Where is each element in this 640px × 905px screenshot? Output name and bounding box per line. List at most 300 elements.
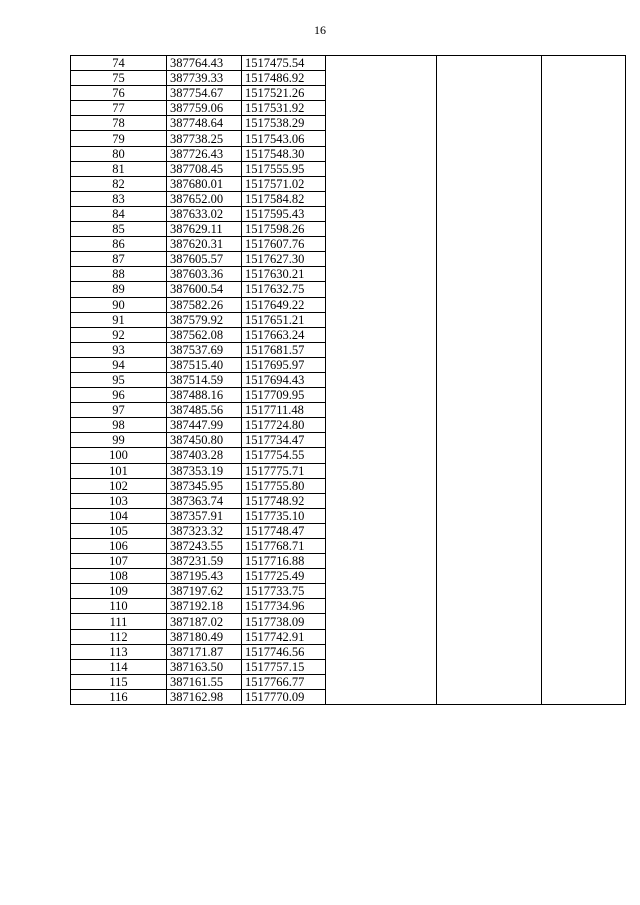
table-row — [71, 403, 626, 418]
table-row — [71, 56, 626, 71]
empty-cell — [437, 71, 542, 86]
x-coordinate-cell: 387726.43 — [167, 146, 242, 161]
empty-cell — [437, 252, 542, 267]
point-number-cell: 105 — [71, 523, 167, 538]
empty-cell — [437, 448, 542, 463]
table-row — [71, 327, 626, 342]
empty-cell — [437, 267, 542, 282]
point-number-cell: 108 — [71, 569, 167, 584]
empty-cell — [326, 478, 437, 493]
empty-cell — [542, 388, 626, 403]
y-coordinate-cell: 1517716.88 — [242, 554, 326, 569]
y-coordinate-cell: 1517742.91 — [242, 629, 326, 644]
empty-cell — [326, 584, 437, 599]
table-row — [71, 372, 626, 387]
y-coordinate-cell: 1517548.30 — [242, 146, 326, 161]
x-coordinate-cell: 387163.50 — [167, 659, 242, 674]
empty-cell — [437, 206, 542, 221]
point-number-cell: 115 — [71, 674, 167, 689]
point-number-cell: 82 — [71, 176, 167, 191]
empty-cell — [437, 539, 542, 554]
empty-cell — [326, 312, 437, 327]
x-coordinate-cell: 387403.28 — [167, 448, 242, 463]
coordinates-table-body — [71, 56, 626, 705]
empty-cell — [542, 327, 626, 342]
empty-cell — [542, 101, 626, 116]
x-coordinate-cell: 387353.19 — [167, 463, 242, 478]
table-row — [71, 584, 626, 599]
x-coordinate-cell: 387600.54 — [167, 282, 242, 297]
empty-cell — [437, 327, 542, 342]
x-coordinate-cell: 387633.02 — [167, 206, 242, 221]
y-coordinate-cell: 1517632.75 — [242, 282, 326, 297]
empty-cell — [542, 508, 626, 523]
point-number-cell: 113 — [71, 644, 167, 659]
empty-cell — [326, 508, 437, 523]
y-coordinate-cell: 1517746.56 — [242, 644, 326, 659]
x-coordinate-cell: 387620.31 — [167, 237, 242, 252]
page-number: 16 — [314, 23, 326, 37]
point-number-cell: 90 — [71, 297, 167, 312]
x-coordinate-cell: 387764.43 — [167, 56, 242, 71]
table-row — [71, 614, 626, 629]
table-row — [71, 508, 626, 523]
point-number-cell: 83 — [71, 191, 167, 206]
empty-cell — [326, 599, 437, 614]
point-number-cell: 106 — [71, 539, 167, 554]
point-number-cell: 107 — [71, 554, 167, 569]
empty-cell — [326, 71, 437, 86]
x-coordinate-cell: 387180.49 — [167, 629, 242, 644]
empty-cell — [326, 357, 437, 372]
empty-cell — [542, 674, 626, 689]
table-row — [71, 282, 626, 297]
point-number-cell: 80 — [71, 146, 167, 161]
empty-cell — [542, 569, 626, 584]
point-number-cell: 93 — [71, 342, 167, 357]
y-coordinate-cell: 1517531.92 — [242, 101, 326, 116]
y-coordinate-cell: 1517663.24 — [242, 327, 326, 342]
point-number-cell: 74 — [71, 56, 167, 71]
empty-cell — [326, 523, 437, 538]
table-row — [71, 599, 626, 614]
empty-cell — [437, 161, 542, 176]
x-coordinate-cell: 387485.56 — [167, 403, 242, 418]
table-row — [71, 237, 626, 252]
table-row — [71, 433, 626, 448]
empty-cell — [542, 614, 626, 629]
table-row — [71, 161, 626, 176]
y-coordinate-cell: 1517627.30 — [242, 252, 326, 267]
empty-cell — [542, 584, 626, 599]
x-coordinate-cell: 387231.59 — [167, 554, 242, 569]
empty-cell — [542, 237, 626, 252]
point-number-cell: 104 — [71, 508, 167, 523]
y-coordinate-cell: 1517538.29 — [242, 116, 326, 131]
point-number-cell: 112 — [71, 629, 167, 644]
point-number-cell: 99 — [71, 433, 167, 448]
empty-cell — [437, 388, 542, 403]
empty-cell — [437, 131, 542, 146]
empty-cell — [326, 206, 437, 221]
table-row — [71, 206, 626, 221]
y-coordinate-cell: 1517584.82 — [242, 191, 326, 206]
empty-cell — [542, 161, 626, 176]
empty-cell — [326, 614, 437, 629]
empty-cell — [437, 86, 542, 101]
table-row — [71, 523, 626, 538]
empty-cell — [437, 342, 542, 357]
y-coordinate-cell: 1517709.95 — [242, 388, 326, 403]
point-number-cell: 88 — [71, 267, 167, 282]
y-coordinate-cell: 1517595.43 — [242, 206, 326, 221]
empty-cell — [326, 388, 437, 403]
y-coordinate-cell: 1517695.97 — [242, 357, 326, 372]
table-row — [71, 86, 626, 101]
empty-cell — [542, 131, 626, 146]
empty-cell — [542, 297, 626, 312]
y-coordinate-cell: 1517770.09 — [242, 689, 326, 704]
empty-cell — [437, 478, 542, 493]
table-row — [71, 357, 626, 372]
table-row — [71, 267, 626, 282]
empty-cell — [437, 116, 542, 131]
empty-cell — [542, 448, 626, 463]
empty-cell — [542, 357, 626, 372]
empty-cell — [326, 146, 437, 161]
table-row — [71, 448, 626, 463]
empty-cell — [542, 463, 626, 478]
x-coordinate-cell: 387739.33 — [167, 71, 242, 86]
y-coordinate-cell: 1517711.48 — [242, 403, 326, 418]
empty-cell — [437, 463, 542, 478]
point-number-cell: 95 — [71, 372, 167, 387]
y-coordinate-cell: 1517694.43 — [242, 372, 326, 387]
y-coordinate-cell: 1517733.75 — [242, 584, 326, 599]
x-coordinate-cell: 387754.67 — [167, 86, 242, 101]
empty-cell — [437, 584, 542, 599]
empty-cell — [326, 131, 437, 146]
point-number-cell: 111 — [71, 614, 167, 629]
table-row — [71, 312, 626, 327]
empty-cell — [542, 176, 626, 191]
table-row — [71, 463, 626, 478]
y-coordinate-cell: 1517571.02 — [242, 176, 326, 191]
point-number-cell: 81 — [71, 161, 167, 176]
y-coordinate-cell: 1517748.92 — [242, 493, 326, 508]
table-row — [71, 146, 626, 161]
x-coordinate-cell: 387680.01 — [167, 176, 242, 191]
empty-cell — [326, 327, 437, 342]
empty-cell — [542, 629, 626, 644]
table-row — [71, 101, 626, 116]
y-coordinate-cell: 1517543.06 — [242, 131, 326, 146]
point-number-cell: 100 — [71, 448, 167, 463]
point-number-cell: 91 — [71, 312, 167, 327]
empty-cell — [542, 146, 626, 161]
empty-cell — [542, 191, 626, 206]
empty-cell — [542, 206, 626, 221]
table-row — [71, 116, 626, 131]
y-coordinate-cell: 1517651.21 — [242, 312, 326, 327]
empty-cell — [437, 523, 542, 538]
empty-cell — [542, 644, 626, 659]
table-row — [71, 388, 626, 403]
table-row — [71, 342, 626, 357]
empty-cell — [437, 674, 542, 689]
table-row — [71, 629, 626, 644]
empty-cell — [326, 282, 437, 297]
empty-cell — [542, 116, 626, 131]
point-number-cell: 79 — [71, 131, 167, 146]
table-row — [71, 674, 626, 689]
point-number-cell: 76 — [71, 86, 167, 101]
empty-cell — [326, 161, 437, 176]
x-coordinate-cell: 387652.00 — [167, 191, 242, 206]
point-number-cell: 116 — [71, 689, 167, 704]
point-number-cell: 114 — [71, 659, 167, 674]
x-coordinate-cell: 387450.80 — [167, 433, 242, 448]
x-coordinate-cell: 387357.91 — [167, 508, 242, 523]
empty-cell — [326, 659, 437, 674]
y-coordinate-cell: 1517607.76 — [242, 237, 326, 252]
point-number-cell: 103 — [71, 493, 167, 508]
empty-cell — [542, 493, 626, 508]
point-number-cell: 78 — [71, 116, 167, 131]
point-number-cell: 98 — [71, 418, 167, 433]
point-number-cell: 75 — [71, 71, 167, 86]
x-coordinate-cell: 387323.32 — [167, 523, 242, 538]
table-row — [71, 191, 626, 206]
y-coordinate-cell: 1517649.22 — [242, 297, 326, 312]
empty-cell — [437, 599, 542, 614]
y-coordinate-cell: 1517775.71 — [242, 463, 326, 478]
empty-cell — [326, 101, 437, 116]
empty-cell — [326, 267, 437, 282]
empty-cell — [326, 237, 437, 252]
x-coordinate-cell: 387759.06 — [167, 101, 242, 116]
point-number-cell: 87 — [71, 252, 167, 267]
y-coordinate-cell: 1517748.47 — [242, 523, 326, 538]
table-row — [71, 493, 626, 508]
empty-cell — [542, 689, 626, 704]
empty-cell — [542, 539, 626, 554]
empty-cell — [437, 644, 542, 659]
empty-cell — [437, 418, 542, 433]
y-coordinate-cell: 1517738.09 — [242, 614, 326, 629]
empty-cell — [326, 554, 437, 569]
y-coordinate-cell: 1517555.95 — [242, 161, 326, 176]
table-row — [71, 478, 626, 493]
empty-cell — [542, 478, 626, 493]
point-number-cell: 110 — [71, 599, 167, 614]
empty-cell — [326, 433, 437, 448]
empty-cell — [542, 71, 626, 86]
empty-cell — [437, 569, 542, 584]
table-row — [71, 539, 626, 554]
y-coordinate-cell: 1517475.54 — [242, 56, 326, 71]
point-number-cell: 85 — [71, 222, 167, 237]
empty-cell — [542, 282, 626, 297]
empty-cell — [326, 629, 437, 644]
table-row — [71, 418, 626, 433]
empty-cell — [437, 101, 542, 116]
empty-cell — [437, 237, 542, 252]
empty-cell — [542, 554, 626, 569]
empty-cell — [437, 146, 542, 161]
x-coordinate-cell: 387603.36 — [167, 267, 242, 282]
point-number-cell: 89 — [71, 282, 167, 297]
table-row — [71, 71, 626, 86]
x-coordinate-cell: 387171.87 — [167, 644, 242, 659]
empty-cell — [326, 689, 437, 704]
empty-cell — [542, 267, 626, 282]
empty-cell — [326, 86, 437, 101]
y-coordinate-cell: 1517598.26 — [242, 222, 326, 237]
point-number-cell: 86 — [71, 237, 167, 252]
empty-cell — [326, 493, 437, 508]
point-number-cell: 84 — [71, 206, 167, 221]
x-coordinate-cell: 387738.25 — [167, 131, 242, 146]
empty-cell — [437, 282, 542, 297]
y-coordinate-cell: 1517734.47 — [242, 433, 326, 448]
x-coordinate-cell: 387161.55 — [167, 674, 242, 689]
y-coordinate-cell: 1517724.80 — [242, 418, 326, 433]
table-row — [71, 176, 626, 191]
y-coordinate-cell: 1517755.80 — [242, 478, 326, 493]
x-coordinate-cell: 387514.59 — [167, 372, 242, 387]
empty-cell — [437, 56, 542, 71]
x-coordinate-cell: 387605.57 — [167, 252, 242, 267]
empty-cell — [437, 297, 542, 312]
empty-cell — [542, 433, 626, 448]
empty-cell — [542, 222, 626, 237]
empty-cell — [542, 86, 626, 101]
empty-cell — [542, 312, 626, 327]
y-coordinate-cell: 1517757.15 — [242, 659, 326, 674]
point-number-cell: 97 — [71, 403, 167, 418]
empty-cell — [326, 448, 437, 463]
empty-cell — [437, 508, 542, 523]
point-number-cell: 77 — [71, 101, 167, 116]
empty-cell — [437, 614, 542, 629]
empty-cell — [326, 569, 437, 584]
empty-cell — [437, 433, 542, 448]
empty-cell — [542, 659, 626, 674]
x-coordinate-cell: 387162.98 — [167, 689, 242, 704]
y-coordinate-cell: 1517681.57 — [242, 342, 326, 357]
y-coordinate-cell: 1517735.10 — [242, 508, 326, 523]
y-coordinate-cell: 1517768.71 — [242, 539, 326, 554]
empty-cell — [437, 689, 542, 704]
table-row — [71, 222, 626, 237]
empty-cell — [326, 403, 437, 418]
empty-cell — [542, 342, 626, 357]
empty-cell — [437, 312, 542, 327]
x-coordinate-cell: 387537.69 — [167, 342, 242, 357]
empty-cell — [542, 599, 626, 614]
empty-cell — [437, 403, 542, 418]
empty-cell — [437, 191, 542, 206]
empty-cell — [326, 56, 437, 71]
table-row — [71, 689, 626, 704]
empty-cell — [326, 222, 437, 237]
empty-cell — [326, 418, 437, 433]
x-coordinate-cell: 387488.16 — [167, 388, 242, 403]
x-coordinate-cell: 387363.74 — [167, 493, 242, 508]
table-row — [71, 252, 626, 267]
empty-cell — [437, 357, 542, 372]
table-row — [71, 297, 626, 312]
point-number-cell: 96 — [71, 388, 167, 403]
x-coordinate-cell: 387748.64 — [167, 116, 242, 131]
x-coordinate-cell: 387345.95 — [167, 478, 242, 493]
y-coordinate-cell: 1517521.26 — [242, 86, 326, 101]
empty-cell — [326, 252, 437, 267]
empty-cell — [326, 176, 437, 191]
point-number-cell: 101 — [71, 463, 167, 478]
x-coordinate-cell: 387582.26 — [167, 297, 242, 312]
x-coordinate-cell: 387579.92 — [167, 312, 242, 327]
x-coordinate-cell: 387195.43 — [167, 569, 242, 584]
x-coordinate-cell: 387447.99 — [167, 418, 242, 433]
x-coordinate-cell: 387192.18 — [167, 599, 242, 614]
empty-cell — [326, 372, 437, 387]
y-coordinate-cell: 1517766.77 — [242, 674, 326, 689]
x-coordinate-cell: 387243.55 — [167, 539, 242, 554]
x-coordinate-cell: 387197.62 — [167, 584, 242, 599]
empty-cell — [542, 372, 626, 387]
empty-cell — [542, 56, 626, 71]
empty-cell — [542, 403, 626, 418]
table-row — [71, 644, 626, 659]
empty-cell — [437, 629, 542, 644]
empty-cell — [326, 297, 437, 312]
y-coordinate-cell: 1517734.96 — [242, 599, 326, 614]
table-row — [71, 659, 626, 674]
y-coordinate-cell: 1517486.92 — [242, 71, 326, 86]
empty-cell — [326, 674, 437, 689]
y-coordinate-cell: 1517630.21 — [242, 267, 326, 282]
x-coordinate-cell: 387562.08 — [167, 327, 242, 342]
empty-cell — [542, 418, 626, 433]
empty-cell — [542, 523, 626, 538]
empty-cell — [326, 191, 437, 206]
table-row — [71, 569, 626, 584]
empty-cell — [437, 372, 542, 387]
empty-cell — [326, 463, 437, 478]
table-row — [71, 131, 626, 146]
empty-cell — [542, 252, 626, 267]
point-number-cell: 102 — [71, 478, 167, 493]
y-coordinate-cell: 1517754.55 — [242, 448, 326, 463]
empty-cell — [437, 493, 542, 508]
table-row — [71, 554, 626, 569]
empty-cell — [326, 539, 437, 554]
x-coordinate-cell: 387629.11 — [167, 222, 242, 237]
point-number-cell: 109 — [71, 584, 167, 599]
point-number-cell: 92 — [71, 327, 167, 342]
empty-cell — [437, 659, 542, 674]
empty-cell — [437, 176, 542, 191]
empty-cell — [437, 222, 542, 237]
coordinates-table — [70, 55, 626, 705]
x-coordinate-cell: 387187.02 — [167, 614, 242, 629]
x-coordinate-cell: 387515.40 — [167, 357, 242, 372]
point-number-cell: 94 — [71, 357, 167, 372]
empty-cell — [326, 116, 437, 131]
empty-cell — [437, 554, 542, 569]
